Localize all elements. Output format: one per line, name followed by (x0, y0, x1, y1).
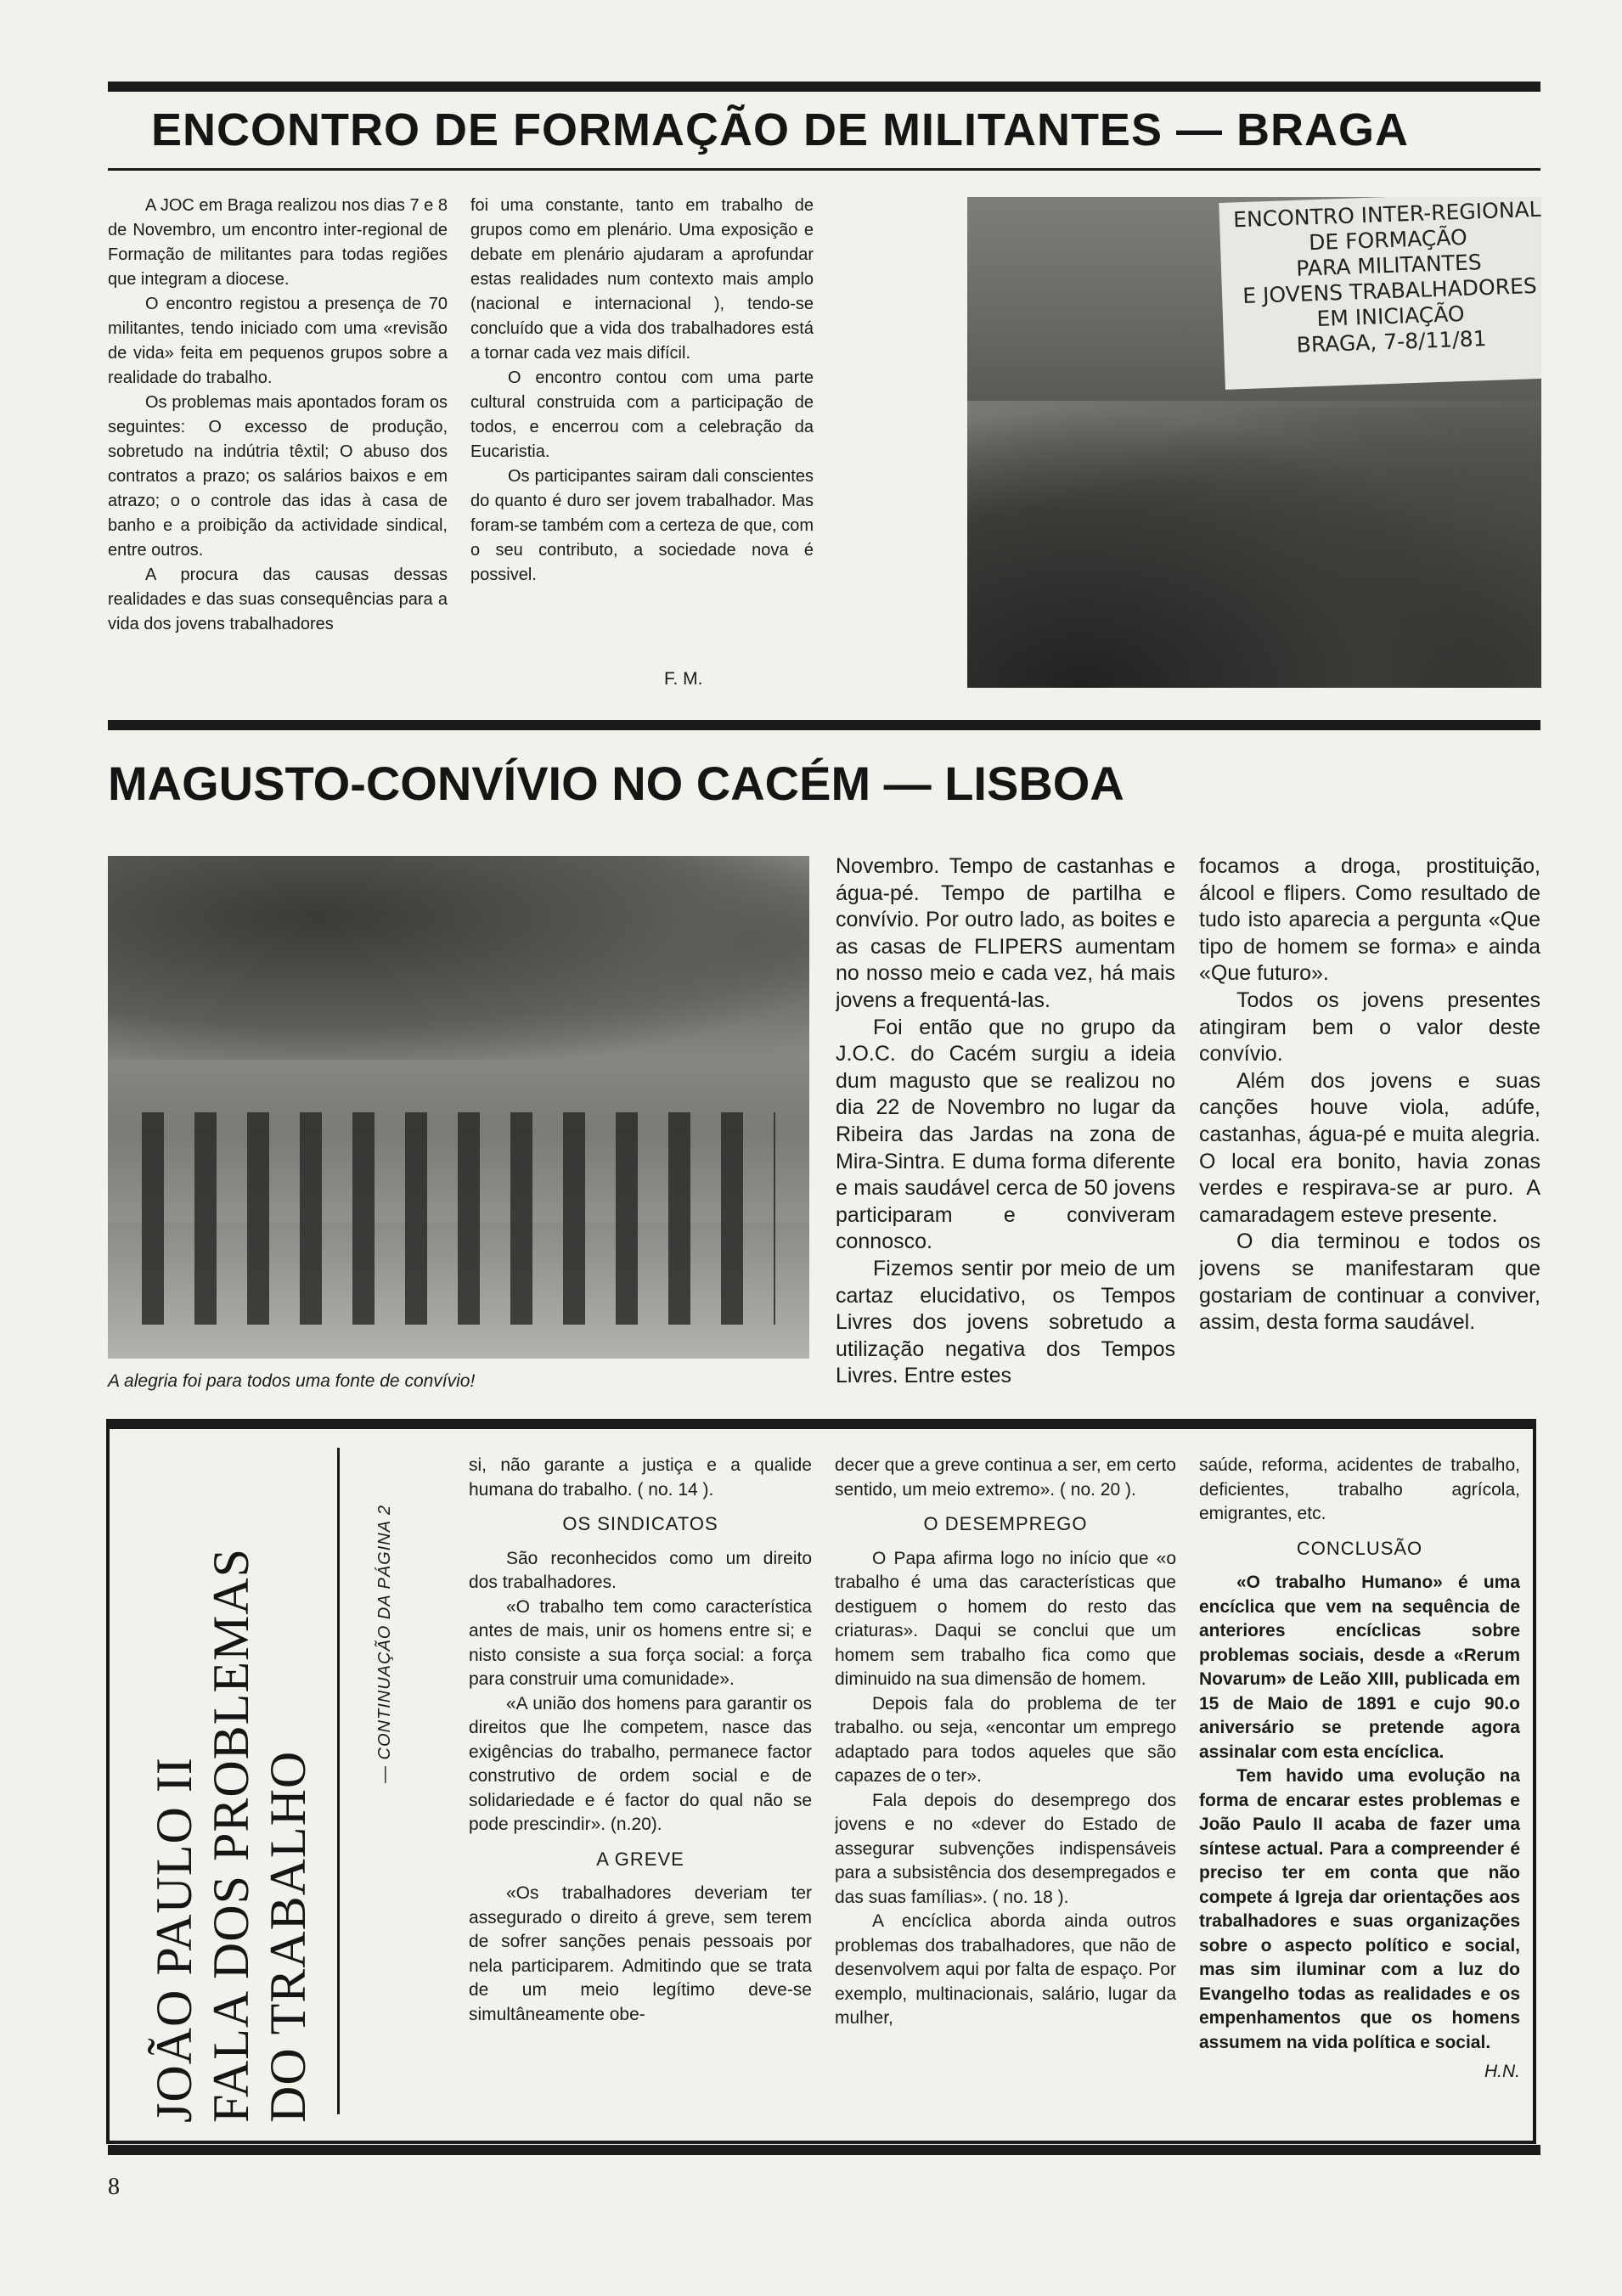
paragraph: «O trabalho tem como característica antes de mais, unir os homens entre si; e nisto consiste a sua força social: a força para construir uma comunidade». (469, 1596, 812, 1689)
signboard-line: ENCONTRO INTER-REGIONAL (1232, 197, 1541, 233)
paragraph: Todos os jovens presentes atingiram bem o valor deste convívio. (1199, 988, 1540, 1066)
top-rule (108, 82, 1540, 92)
signboard-line: DE FORMAÇÃO (1308, 224, 1468, 256)
section3-column-1 (469, 1454, 812, 2124)
vertical-title-line: JOÃO PAULO II (146, 1757, 202, 2123)
paragraph: Os participantes sairam dali conscientes do quanto é duro ser jovem trabalhador. Mas foram-se também com a certeza de que, com o seu contributo, a sociedade nova é possivel. (470, 467, 814, 584)
section1-column-1 (108, 194, 448, 695)
section3-divider (337, 1448, 340, 2114)
paragraph: «A união dos homens para garantir os direitos que lhe competem, nasce das exigências do trabalho, permanece factor construtivo de ordem social e de solidariedade e é factor do qual não se pode prescindir». (n.20). (469, 1693, 812, 1834)
paragraph: si, não garante a justiça e a qualide humana do trabalho. ( no. 14 ). (469, 1455, 812, 1500)
photo-trees (108, 856, 809, 1060)
paragraph: A JOC em Braga realizou nos dias 7 e 8 de Novembro, um encontro inter-regional de Formação de militantes para todas regiões que integram a diocese. (108, 196, 448, 289)
photo-audience (967, 408, 1541, 688)
section3-column-2 (835, 1454, 1176, 2124)
section3-signature: H.N. (1484, 2062, 1520, 2081)
section3-vertical-title (146, 1548, 317, 2123)
bottom-rule (108, 2145, 1540, 2155)
paragraph: decer que a greve continua a ser, em certo sentido, um meio extremo». ( no. 20 ). (835, 1455, 1176, 1500)
paragraph: Os problemas mais apontados foram os seguintes: O excesso de produção, sobretudo na indútria têxtil; O abuso dos contratos a prazo; os salários baixos e em atrazo; o o controle das idas à casa de banho e a proibição da actividade sindical, entre outros. (108, 393, 448, 560)
section3-column-3 (1199, 1454, 1520, 2124)
photo-people (142, 1112, 775, 1325)
page-number: 8 (108, 2174, 120, 2200)
subheading: O DESEMPREGO (923, 1513, 1088, 1534)
paragraph: O encontro contou com uma parte cultural construida com a participação de todos, e encerrou com a celebração da Eucaristia. (470, 369, 814, 461)
section1-column-2 (470, 194, 814, 695)
vertical-title-line: FALA DOS PROBLEMAS (203, 1547, 259, 2123)
paragraph: saúde, reforma, acidentes de trabalho, deficientes, trabalho agrícola, emigrantes, etc. (1199, 1455, 1520, 1523)
signboard-line: E JOVENS TRABALHADORES (1242, 273, 1538, 309)
paragraph: O dia terminou e todos os jovens se manifestaram que gostariam de continuar a conviver, assim, desta forma saudável. (1199, 1230, 1540, 1335)
paragraph: Fizemos sentir por meio de um cartaz elucidativo, os Tempos Livres dos jovens sobretudo a utilização negativa dos Tempos Livres. Entre estes (836, 1256, 1175, 1388)
section1-photo (967, 197, 1541, 688)
paragraph: Fala depois do desemprego dos jovens e no «dever do Estado de assegurar subvenções indispensáveis para a subsistência dos desempregados e das suas famílias». ( no. 18 ). (835, 1790, 1176, 1907)
section2-photo-caption: A alegria foi para todos uma fonte de convívio! (108, 1371, 476, 1391)
paragraph: Novembro. Tempo de castanhas e água-pé. Tempo de partilha e convívio. Por outro lado, as boites e as casas de FLIPERS aumentam no nosso meio e cada vez, há mais jovens a frequentá-las. (836, 854, 1175, 1012)
section2-photo (108, 856, 809, 1359)
section1-signature: F. M. (664, 669, 703, 689)
section1-headline-underline (108, 168, 1540, 171)
signboard-line: PARA MILITANTES (1295, 250, 1483, 281)
paragraph: foi uma constante, tanto em trabalho de grupos como em plenário. Uma exposição e debate em plenário ajudaram a aprofundar estas realidades num contexto mais amplo (nacional e internacional ), tendo-se concluído que a vida dos trabalhadores está a tornar cada vez mais difícil. (470, 196, 814, 363)
section2-headline: MAGUSTO-CONVÍVIO NO CACÉM — LISBOA (108, 757, 1124, 810)
signboard-line: BRAGA, 7-8/11/81 (1296, 326, 1487, 357)
section2-column-1 (836, 853, 1175, 1405)
paragraph: Além dos jovens e suas canções houve viola, adúfe, castanhas, água-pé e muita alegria. O local era bonito, havia zonas verdes e respirava-se ar puro. A camaradagem esteve presente. (1199, 1068, 1540, 1227)
paragraph: focamos a droga, prostituição, álcool e flipers. Como resultado de tudo isto aparecia a pergunta «Que tipo de homem se forma» e ainda «Que futuro». (1199, 854, 1540, 986)
paragraph: São reconhecidos como um direito dos trabalhadores. (469, 1548, 812, 1592)
paragraph: «Os trabalhadores deveriam ter assegurado o direito á greve, sem terem de sofrer sanções penais pessoais por nela participarem. Admitindo que se trata de um meio legítimo deve-se simultâneamente obe- (469, 1883, 812, 2024)
section2-column-2 (1199, 853, 1540, 1405)
subheading: A GREVE (596, 1848, 684, 1870)
paragraph: A encíclica aborda ainda outros problemas dos trabalhadores, que não de desenvolvem aqui por falta de espaço. Por exemplo, multinacionais, salário, lugar da mulher, (835, 1911, 1176, 2028)
paragraph: Tem havido uma evolução na forma de encarar estes problemas e João Paulo II acaba de fazer uma síntese actual. Para a compreender é preciso ter em conta que não compete á Igreja dar orientações aos trabalhadores e suas organizações sobre o aspecto político e social, mas sim iluminar com a luz do Evangelho todas as realidades e os empenhamentos que os homens assumem na vida política e social. (1199, 1766, 1520, 2052)
section3-vertical-subtitle: — CONTINUAÇÃO DA PÁGINA 2 (375, 1504, 394, 1783)
signboard-line: EM INICIAÇÃO (1316, 301, 1466, 332)
subheading: OS SINDICATOS (562, 1513, 718, 1534)
section1-bottom-rule (108, 720, 1540, 730)
section1-headline: ENCONTRO DE FORMAÇÃO DE MILITANTES — BRAGA (151, 104, 1409, 155)
vertical-title-line: DO TRABALHO (260, 1750, 316, 2123)
paragraph: Foi então que no grupo da J.O.C. do Cacém surgiu a ideia dum magusto que se realizou no dia 22 de Novembro no lugar da Ribeira das Jardas na zona de Mira-Sintra. E duma forma diferente e mais saudável cerca de 50 jovens participaram e conviveram connosco. (836, 1015, 1175, 1254)
paragraph: Depois fala do problema de ter trabalho. ou seja, «encontar um emprego adaptado para todos aqueles que são capazes de o ter». (835, 1693, 1176, 1786)
paragraph: A procura das causas dessas realidades e das suas consequências para a vida dos jovens trabalhadores (108, 566, 448, 633)
paragraph: «O trabalho Humano» é uma encíclica que vem na sequência de anteriores encíclicas sobre problemas sociais, desde a «Rerum Novarum» de Leão XIII, publicada em 15 de Maio de 1891 e cujo 90.o aniversário se pretende agora assinalar com esta encíclica. (1199, 1573, 1520, 1762)
photo-signboard (1219, 197, 1541, 390)
paragraph: O Papa afirma logo no início que «o trabalho é uma das características que destiguem o homem do resto das criaturas». Daqui se conclui que um homem sem trabalho fica como que diminuido na sua dimensão de homem. (835, 1548, 1176, 1689)
paragraph: O encontro registou a presença de 70 militantes, tendo iniciado com uma «revisão de vida» feita em pequenos grupos sobre a realidade do trabalho. (108, 295, 448, 387)
subheading: CONCLUSÃO (1296, 1537, 1423, 1559)
